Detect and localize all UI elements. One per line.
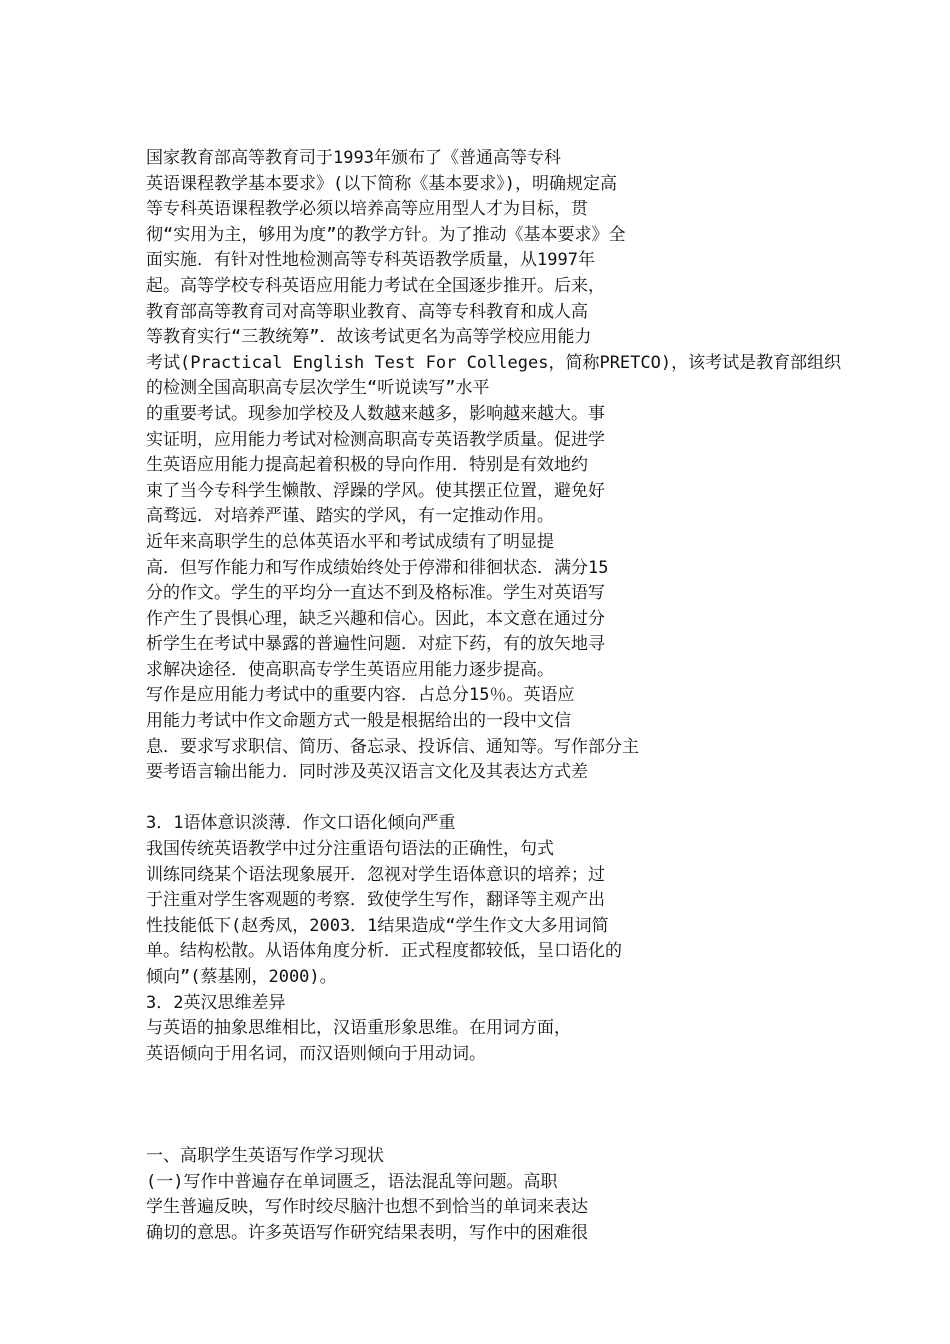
text-line: 高．但写作能力和写作成绩始终处于停滞和徘徊状态．满分15 xyxy=(146,557,609,578)
text-line: 求解决途径．使高职高专学生英语应用能力逐步提高。 xyxy=(146,659,554,680)
text-line: 的检测全国高职高专层次学生“听说读写”水平 xyxy=(146,378,490,399)
text-line: 性技能低下(赵秀凤，2003．1结果造成“学生作文大多用词简 xyxy=(146,915,609,936)
text-line xyxy=(146,1119,936,1145)
text-line: 训练同绕某个语法现象展开．忽视对学生语体意识的培养；过 xyxy=(146,864,605,885)
text-line: 教育部高等教育司对高等职业教育、高等专科教育和成人高 xyxy=(146,301,588,322)
text-line: 国家教育部高等教育司于1993年颁布了《普通高等专科 xyxy=(146,148,561,168)
text-line: 用能力考试中作文命题方式一般是根据给出的一段中文信 xyxy=(146,711,571,732)
text-line: 息．要求写求职信、简历、备忘录、投诉信、通知等。写作部分主 xyxy=(146,736,639,757)
text-line: 考试(Practical English Test For Colleges，简称PRETCO)，该考试是教育部组织 xyxy=(146,352,842,373)
text-line: 3．1语体意识淡薄．作文口语化倾向严重 xyxy=(146,813,456,834)
text-line: 一、高职学生英语写作学习现状 xyxy=(146,1146,384,1167)
text-line: 英语课程教学基本要求》(以下简称《基本要求》)，明确规定高 xyxy=(146,173,617,194)
body-text xyxy=(146,146,936,1247)
text-line: 单。结构松散。从语体角度分析．正式程度都较低，呈口语化的 xyxy=(146,941,622,962)
text-line: 面实施．有针对性地检测高等专科英语教学质量，从1997年 xyxy=(146,250,595,271)
text-line: 高骛远．对培养严谨、踏实的学风，有一定推动作用。 xyxy=(146,506,554,527)
text-line: 学生普遍反映，写作时绞尽脑汁也想不到恰当的单词来表达 xyxy=(146,1197,588,1218)
text-line: 作产生了畏惧心理，缺乏兴趣和信心。因此，本文意在通过分 xyxy=(146,608,605,629)
text-line: 生英语应用能力提高起着积极的导向作用．特别是有效地约 xyxy=(146,455,588,476)
text-line: 束了当今专科学生懒散、浮躁的学风。使其摆正位置，避免好 xyxy=(146,480,605,501)
text-line: 近年来高职学生的总体英语水平和考试成绩有了明显提 xyxy=(146,531,554,552)
text-line: 彻“实用为主，够用为度”的教学方针。为了推动《基本要求》全 xyxy=(146,224,626,245)
text-line: 倾向”(蔡基刚，2000)。 xyxy=(146,967,337,987)
text-line xyxy=(146,1093,936,1119)
text-line: 要考语言输出能力．同时涉及英汉语言文化及其表达方式差 xyxy=(146,762,588,783)
text-line: 起。高等学校专科英语应用能力考试在全国逐步推开。后来， xyxy=(146,275,605,296)
text-line: (一)写作中普遍存在单词匮乏，语法混乱等问题。高职 xyxy=(146,1171,558,1192)
text-line: 实证明，应用能力考试对检测高职高专英语教学质量。促进学 xyxy=(146,429,605,450)
text-line: 分的作文。学生的平均分一直达不到及格标准。学生对英语写 xyxy=(146,583,605,604)
text-line: 3．2英汉思维差异 xyxy=(146,992,286,1013)
text-line: 的重要考试。现参加学校及人数越来越多，影响越来越大。事 xyxy=(146,403,605,424)
text-line: 确切的意思。许多英语写作研究结果表明，写作中的困难很 xyxy=(146,1222,588,1243)
text-line: 写作是应用能力考试中的重要内容．占总分15％。英语应 xyxy=(146,685,575,706)
text-line: 等专科英语课程教学必须以培养高等应用型人才为目标，贯 xyxy=(146,199,588,220)
text-line: 与英语的抽象思维相比，汉语重形象思维。在用词方面， xyxy=(146,1018,571,1039)
text-line: 析学生在考试中暴露的普遍性问题．对症下药，有的放矢地寻 xyxy=(146,634,605,655)
text-line xyxy=(146,786,936,812)
text-line: 我国传统英语教学中过分注重语句语法的正确性，句式 xyxy=(146,839,554,860)
text-line: 英语倾向于用名词，而汉语则倾向于用动词。 xyxy=(146,1043,486,1064)
text-line xyxy=(146,1067,936,1093)
text-line: 于注重对学生客观题的考察．致使学生写作，翻译等主观产出 xyxy=(146,890,605,911)
text-line: 等教育实行“三教统筹”．故该考试更名为高等学校应用能力 xyxy=(146,327,592,348)
